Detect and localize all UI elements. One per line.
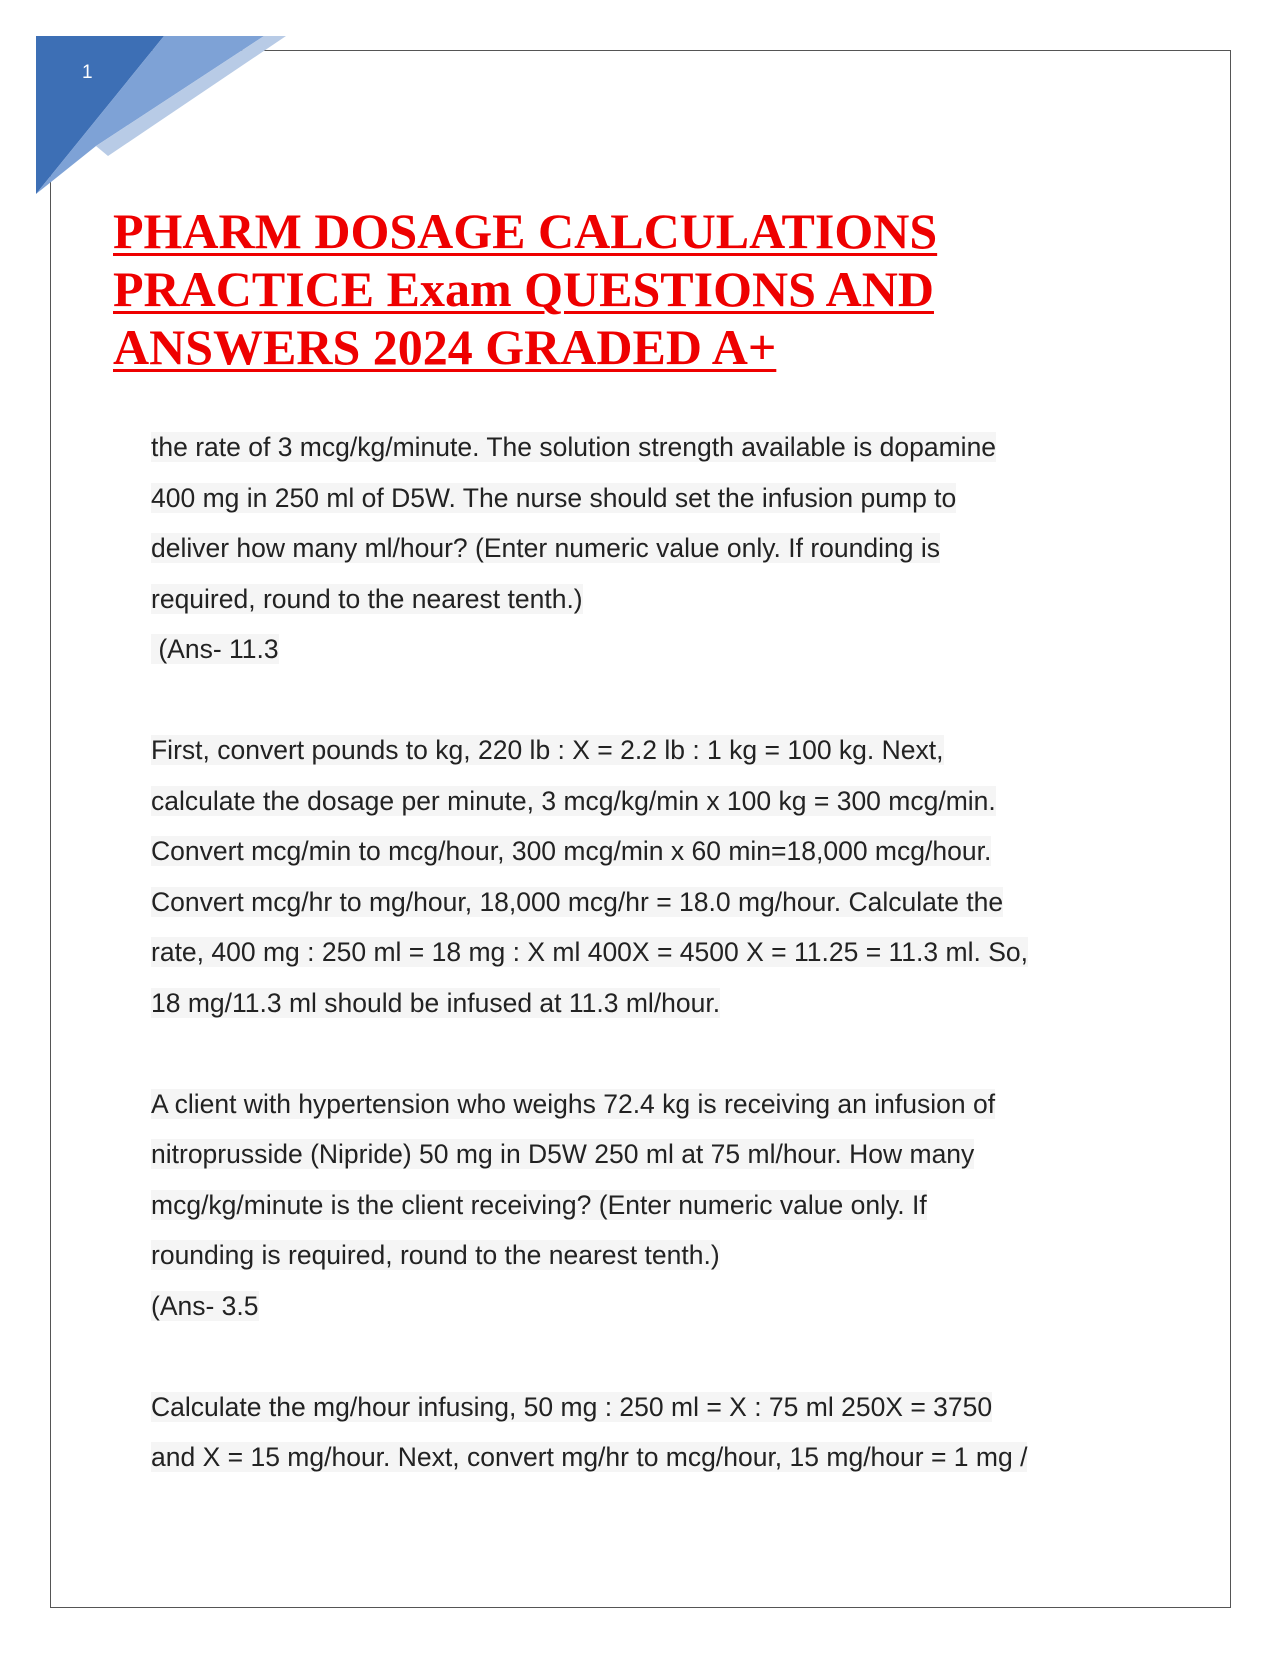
text-line: 18 mg/11.3 ml should be infused at 11.3 ml/hour. (151, 987, 721, 1018)
text-line: Calculate the mg/hour infusing, 50 mg : 250 ml = X : 75 ml 250X = 3750 (151, 1391, 993, 1422)
text-line: Convert mcg/min to mcg/hour, 300 mcg/min x 60 min=18,000 mcg/hour. (151, 836, 992, 866)
text-line: mcg/kg/minute is the client receiving? (Enter numeric value only. If (151, 1189, 927, 1220)
explanation-1-block (151, 725, 1151, 1028)
text-line: nitroprusside (Nipride) 50 mg in D5W 250 ml at 75 ml/hour. How many (151, 1139, 975, 1169)
text-line: First, convert pounds to kg, 220 lb : X = 2.2 lb : 1 kg = 100 kg. Next, (151, 735, 944, 765)
text-line: the rate of 3 mcg/kg/minute. The solution strength available is dopamine (151, 432, 997, 462)
document-body (151, 422, 1151, 1483)
text-line: rounding is required, round to the nearest tenth.) (151, 1240, 720, 1270)
text-line: A client with hypertension who weighs 72.4 kg is receiving an infusion of (151, 1088, 996, 1119)
text-line: deliver how many ml/hour? (Enter numeric value only. If rounding is (151, 533, 940, 563)
explanation-2-block (151, 1382, 1151, 1483)
title-line: ANSWERS 2024 GRADED A+ (113, 319, 777, 375)
answer-line: (Ans- 11.3 (151, 634, 279, 664)
text-line: required, round to the nearest tenth.) (151, 583, 583, 614)
title-line: PHARM DOSAGE CALCULATIONS (113, 203, 938, 259)
corner-decoration (36, 36, 286, 206)
text-line: and X = 15 mg/hour. Next, convert mg/hr to mcg/hour, 15 mg/hour = 1 mg / (151, 1442, 1028, 1472)
title-line: PRACTICE Exam QUESTIONS AND (113, 261, 934, 317)
page-number: 1 (82, 62, 93, 83)
text-line: Convert mcg/hr to mg/hour, 18,000 mcg/hr = 18.0 mg/hour. Calculate the (151, 886, 1004, 917)
document-title (113, 202, 1113, 376)
text-line: 400 mg in 250 ml of D5W. The nurse should set the infusion pump to (151, 482, 957, 513)
question-2-block (151, 1079, 1151, 1332)
question-1-block (151, 422, 1151, 675)
answer-line: (Ans- 3.5 (151, 1290, 259, 1321)
text-line: calculate the dosage per minute, 3 mcg/kg/min x 100 kg = 300 mcg/min. (151, 785, 996, 816)
text-line: rate, 400 mg : 250 ml = 18 mg : X ml 400X = 4500 X = 11.25 = 11.3 ml. So, (151, 937, 1028, 967)
